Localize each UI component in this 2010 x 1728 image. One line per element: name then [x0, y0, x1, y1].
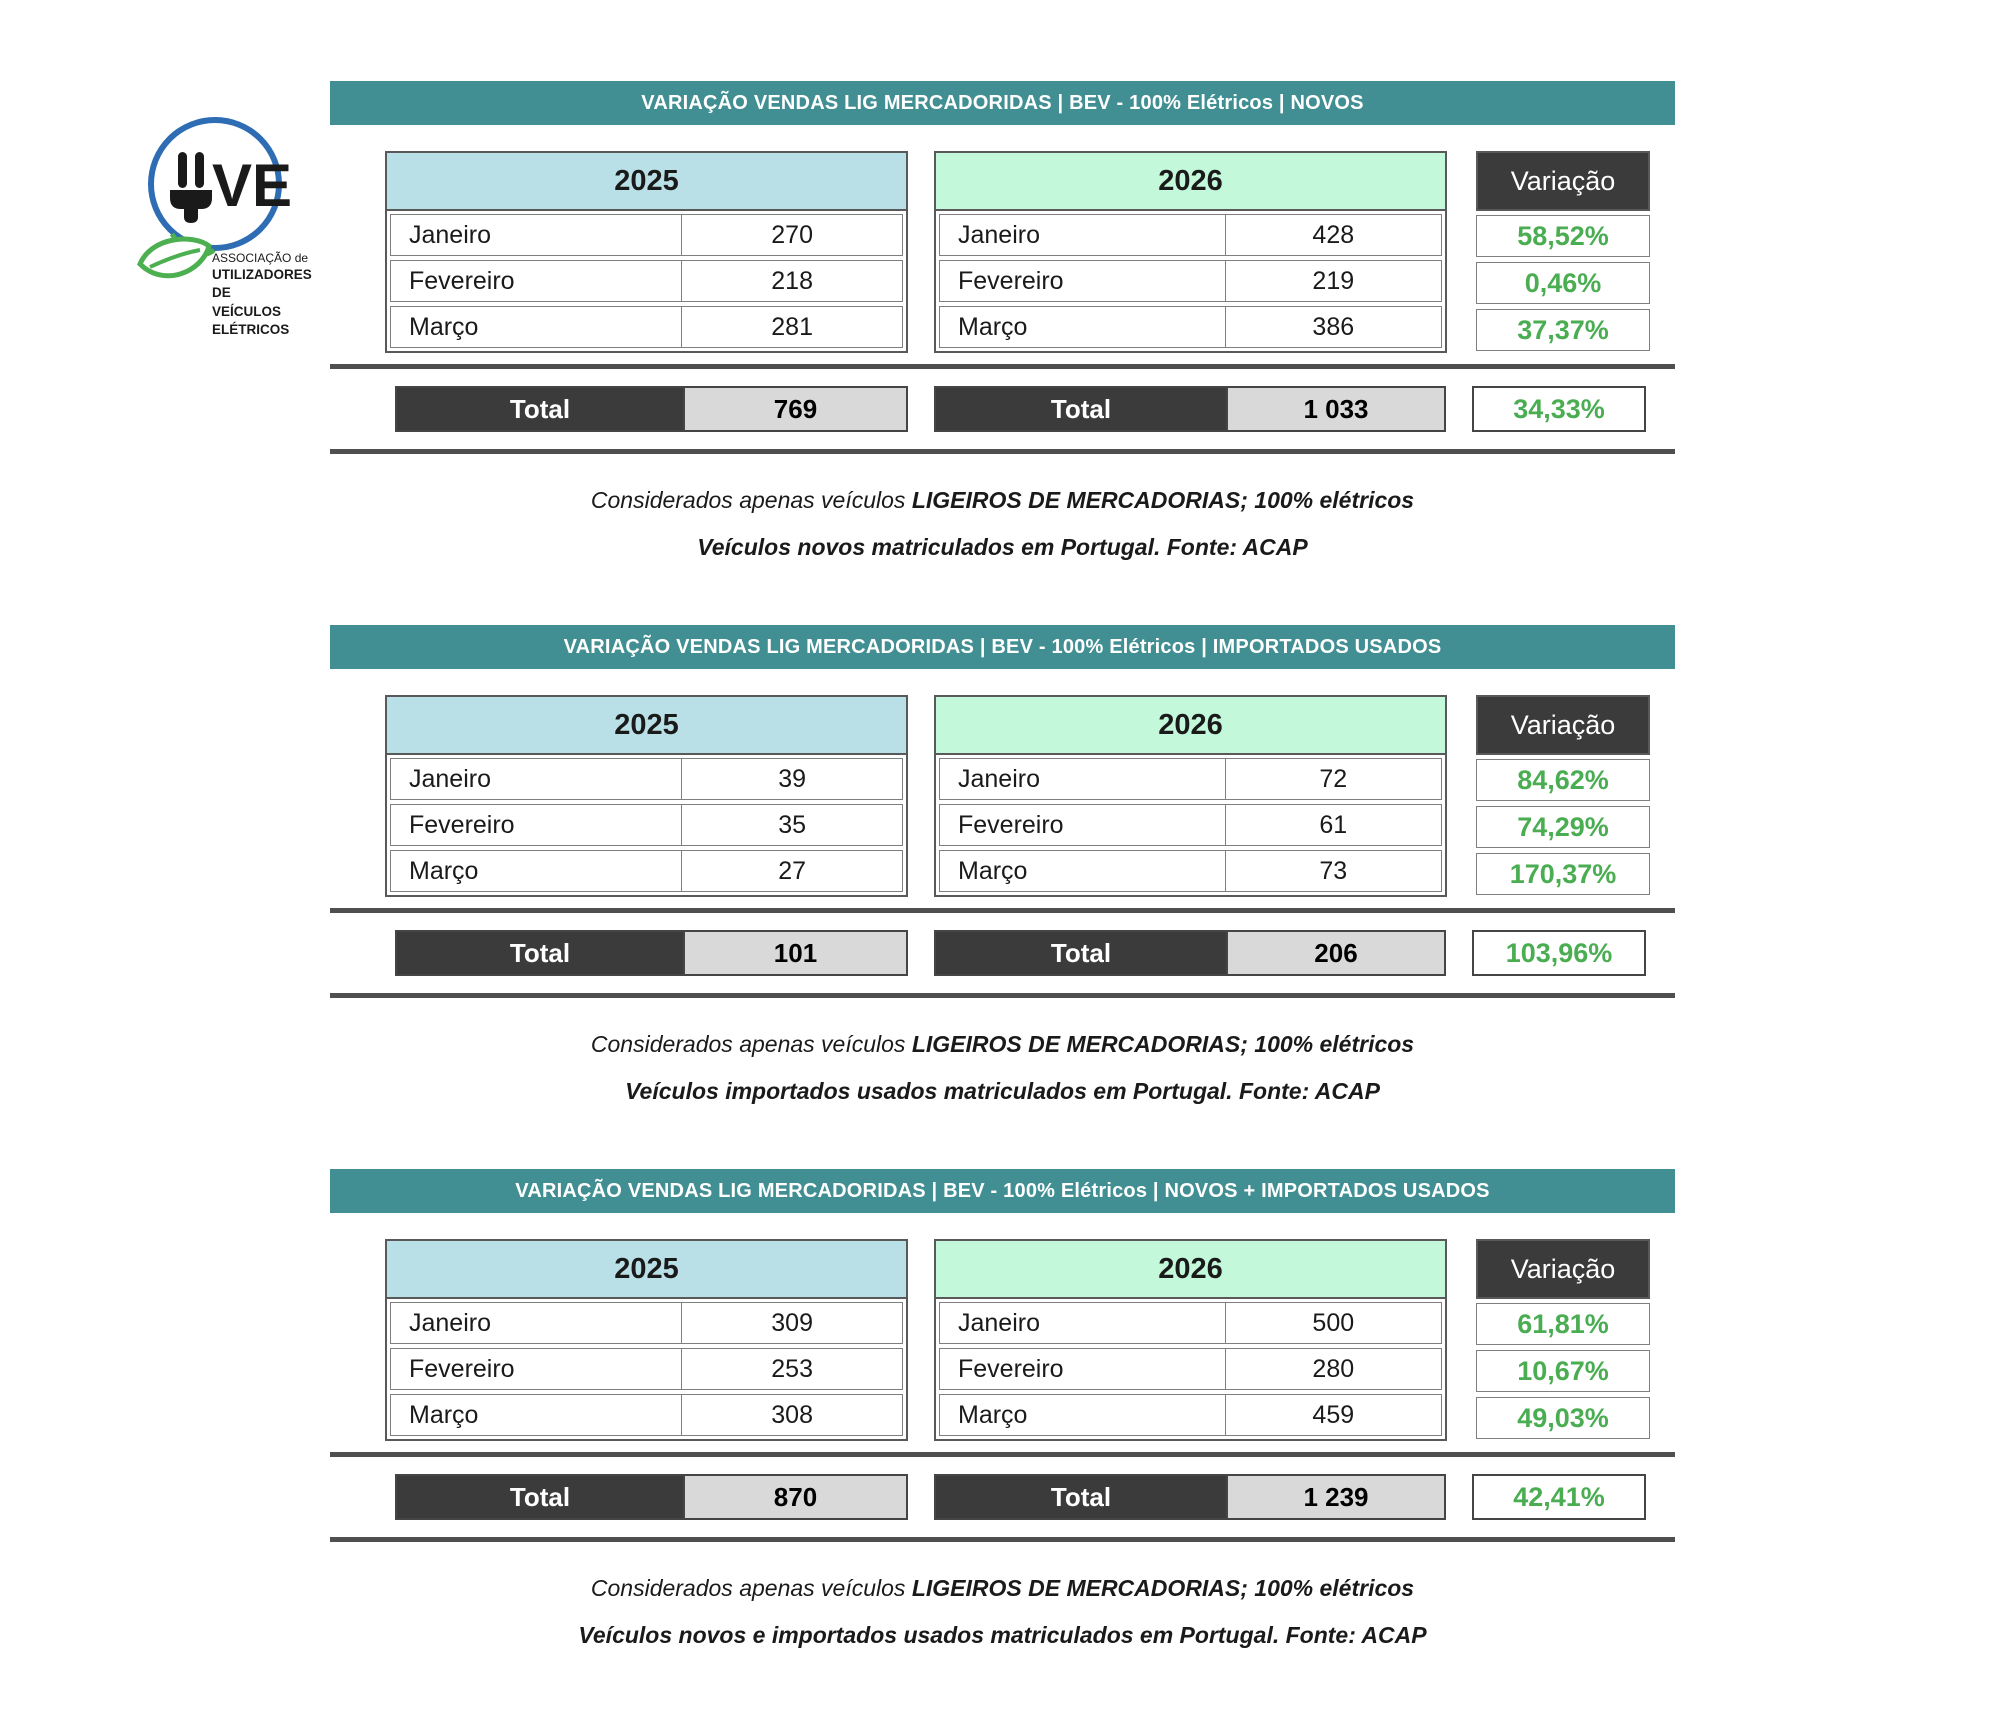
value-cell: 39 [681, 759, 902, 799]
table-row [939, 758, 1442, 800]
total-2025 [395, 386, 908, 432]
table-row [390, 1394, 903, 1436]
section-title-bar [330, 625, 1675, 669]
footnote-prefix: Considerados apenas veículos [590, 1031, 912, 1057]
footnote-emphasis: LIGEIROS DE MERCADORIAS; 100% elétricos [911, 1031, 1415, 1057]
month-cell: Janeiro [409, 1308, 491, 1337]
variation-value: 84,62% [1476, 759, 1650, 801]
month-cell: Fevereiro [409, 810, 515, 839]
value-cell: 218 [681, 261, 902, 301]
value-cell: 309 [681, 1303, 902, 1343]
section-title: VARIAÇÃO VENDAS LIG MERCADORIDAS | BEV - 100% Elétricos | NOVOS + IMPORTADOS USADOS [515, 1179, 1490, 1202]
plug-icon [170, 152, 212, 223]
table-row [390, 260, 903, 302]
total-value: 870 [685, 1474, 908, 1520]
month-cell: Março [958, 312, 1028, 341]
year-header-2026: 2026 [936, 697, 1445, 755]
total-variation: 103,96% [1472, 930, 1646, 976]
footnote-prefix: Considerados apenas veículos [590, 487, 912, 513]
report-content [330, 0, 1675, 1649]
month-cell: Março [958, 1400, 1028, 1429]
table-body [936, 211, 1445, 351]
table-row [390, 758, 903, 800]
uve-logo [112, 104, 332, 337]
month-cell: Janeiro [958, 1308, 1040, 1337]
month-cell: Fevereiro [409, 266, 515, 295]
value-cell: 281 [681, 307, 902, 347]
section-importados-usados [330, 625, 1675, 1105]
table-2025 [385, 1239, 908, 1441]
value-cell: 253 [681, 1349, 902, 1389]
total-label: Total [934, 386, 1228, 432]
table-body [936, 755, 1445, 895]
variation-header: Variação [1476, 151, 1650, 211]
section-title-bar [330, 1169, 1675, 1213]
variation-value: 61,81% [1476, 1303, 1650, 1345]
divider-line [330, 449, 1675, 454]
tables-row [385, 695, 1653, 897]
total-label: Total [395, 930, 685, 976]
month-cell: Março [409, 856, 479, 885]
value-cell: 428 [1225, 215, 1441, 255]
tables-row [385, 151, 1653, 353]
month-cell: Março [958, 856, 1028, 885]
table-row [939, 1302, 1442, 1344]
total-2026 [934, 930, 1446, 976]
year-header-2025: 2025 [387, 153, 906, 211]
year-header-2025: 2025 [387, 1241, 906, 1299]
table-row [939, 1348, 1442, 1390]
value-cell: 219 [1225, 261, 1441, 301]
total-2025 [395, 1474, 908, 1520]
section-novos [330, 81, 1675, 561]
total-label: Total [395, 386, 685, 432]
month-cell: Fevereiro [409, 1354, 515, 1383]
total-value: 1 033 [1228, 386, 1446, 432]
table-body [387, 1299, 906, 1439]
table-2026 [934, 151, 1447, 353]
total-value: 769 [685, 386, 908, 432]
table-2025 [385, 151, 908, 353]
table-2026 [934, 1239, 1447, 1441]
variation-value: 49,03% [1476, 1397, 1650, 1439]
value-cell: 386 [1225, 307, 1441, 347]
logo-caption [212, 250, 332, 339]
table-body [387, 211, 906, 351]
table-row [390, 804, 903, 846]
variation-value: 37,37% [1476, 309, 1650, 351]
logo-caption-line1: ASSOCIAÇÃO de [212, 251, 309, 265]
footnote-considered [330, 487, 1675, 514]
section-title-bar [330, 81, 1675, 125]
footnote-emphasis: LIGEIROS DE MERCADORIAS; 100% elétricos [911, 487, 1415, 513]
month-cell: Janeiro [409, 764, 491, 793]
variation-value: 0,46% [1476, 262, 1650, 304]
value-cell: 72 [1225, 759, 1441, 799]
variation-column [1476, 1239, 1650, 1441]
variation-value: 74,29% [1476, 806, 1650, 848]
section-novos-mais-importados [330, 1169, 1675, 1649]
total-2025 [395, 930, 908, 976]
variation-value: 10,67% [1476, 1350, 1650, 1392]
totals-row [395, 386, 1653, 432]
month-cell: Janeiro [409, 220, 491, 249]
footnote-emphasis: LIGEIROS DE MERCADORIAS; 100% elétricos [911, 1575, 1415, 1601]
value-cell: 308 [681, 1395, 902, 1435]
total-value: 206 [1228, 930, 1446, 976]
month-cell: Março [409, 1400, 479, 1429]
month-cell: Fevereiro [958, 266, 1064, 295]
leaf-icon [140, 234, 214, 276]
month-cell: Janeiro [958, 764, 1040, 793]
divider-line [330, 993, 1675, 998]
footnote-considered [330, 1575, 1675, 1602]
footnote-source: Veículos novos matriculados em Portugal. Fonte: ACAP [697, 534, 1308, 560]
table-2026 [934, 695, 1447, 897]
year-header-2025: 2025 [387, 697, 906, 755]
month-cell: Março [409, 312, 479, 341]
value-cell: 500 [1225, 1303, 1441, 1343]
tables-row [385, 1239, 1653, 1441]
table-row [939, 214, 1442, 256]
total-value: 101 [685, 930, 908, 976]
table-row [390, 1348, 903, 1390]
total-2026 [934, 1474, 1446, 1520]
table-row [939, 1394, 1442, 1436]
footnote-source: Veículos novos e importados usados matriculados em Portugal. Fonte: ACAP [578, 1622, 1427, 1648]
variation-column [1476, 695, 1650, 897]
table-body [936, 1299, 1445, 1439]
year-header-2026: 2026 [936, 1241, 1445, 1299]
table-row [390, 306, 903, 348]
logo-caption-line2: UTILIZADORES DE [212, 267, 312, 301]
table-row [390, 1302, 903, 1344]
divider-line [330, 364, 1675, 369]
section-title: VARIAÇÃO VENDAS LIG MERCADORIDAS | BEV - 100% Elétricos | NOVOS [641, 91, 1364, 114]
footnote-considered [330, 1031, 1675, 1058]
year-header-2026: 2026 [936, 153, 1445, 211]
divider-line [330, 1452, 1675, 1457]
totals-row [395, 930, 1653, 976]
logo-caption-line3: VEÍCULOS ELÉTRICOS [212, 303, 290, 337]
total-label: Total [934, 930, 1228, 976]
total-label: Total [934, 1474, 1228, 1520]
variation-header: Variação [1476, 1239, 1650, 1299]
total-value: 1 239 [1228, 1474, 1446, 1520]
value-cell: 270 [681, 215, 902, 255]
totals-row [395, 1474, 1653, 1520]
total-2026 [934, 386, 1446, 432]
variation-column [1476, 151, 1650, 353]
value-cell: 61 [1225, 805, 1441, 845]
table-2025 [385, 695, 908, 897]
value-cell: 73 [1225, 851, 1441, 891]
table-row [390, 850, 903, 892]
divider-line [330, 1537, 1675, 1542]
variation-header: Variação [1476, 695, 1650, 755]
month-cell: Janeiro [958, 220, 1040, 249]
value-cell: 280 [1225, 1349, 1441, 1389]
value-cell: 27 [681, 851, 902, 891]
total-label: Total [395, 1474, 685, 1520]
section-title: VARIAÇÃO VENDAS LIG MERCADORIDAS | BEV - 100% Elétricos | IMPORTADOS USADOS [563, 635, 1442, 658]
table-row [390, 214, 903, 256]
table-row [939, 804, 1442, 846]
value-cell: 35 [681, 805, 902, 845]
total-variation: 42,41% [1472, 1474, 1646, 1520]
footnote-prefix: Considerados apenas veículos [590, 1575, 912, 1601]
table-body [387, 755, 906, 895]
footnote-source: Veículos importados usados matriculados em Portugal. Fonte: ACAP [625, 1078, 1380, 1104]
table-row [939, 306, 1442, 348]
total-variation: 34,33% [1472, 386, 1646, 432]
value-cell: 459 [1225, 1395, 1441, 1435]
variation-value: 170,37% [1476, 853, 1650, 895]
variation-value: 58,52% [1476, 215, 1650, 257]
month-cell: Fevereiro [958, 1354, 1064, 1383]
month-cell: Fevereiro [958, 810, 1064, 839]
table-row [939, 260, 1442, 302]
table-row [939, 850, 1442, 892]
logo-acronym: VE [212, 152, 293, 219]
divider-line [330, 908, 1675, 913]
